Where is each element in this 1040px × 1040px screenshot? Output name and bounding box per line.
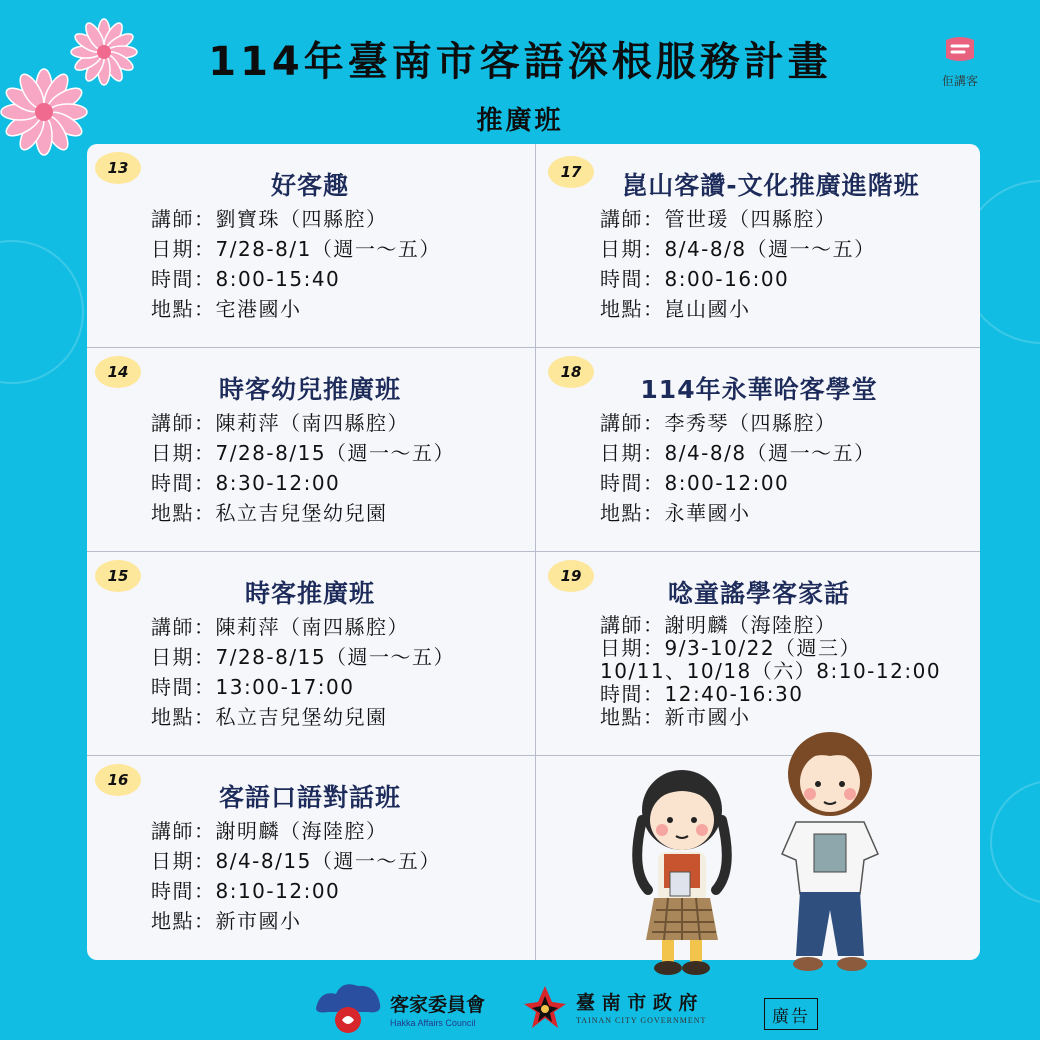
course-date-extra: 10/11、10/18（六）8:10-12:00 [600,659,942,683]
course-title: 客語口語對話班 [218,783,401,812]
brand-icon [940,36,980,66]
course-number: 15 [95,560,141,592]
course-date: 日期：9/3-10/22（週三） [600,636,862,660]
course-date: 日期：8/4-8/8（週一～五） [600,441,876,465]
course-time: 時間：8:30-12:00 [151,471,341,495]
course-location: 地點：私立吉兒堡幼兒園 [151,705,388,729]
course-details [151,816,529,936]
course-time: 時間：8:00-15:40 [151,267,341,291]
course-title: 崑山客讚-文化推廣進階班 [622,171,920,200]
girl-illustration [612,760,752,978]
course-details [600,408,978,528]
course-card [87,144,533,348]
course-title: 時客幼兒推廣班 [218,375,401,404]
course-title: 時客推廣班 [244,579,375,608]
course-instructor: 講師：謝明麟（海陸腔） [600,613,837,637]
advertisement-label: 廣告 [764,998,818,1030]
course-details [600,614,978,729]
course-location: 地點：崑山國小 [600,297,751,321]
course-number: 19 [548,560,594,592]
course-number: 17 [548,156,594,188]
hakka-council-logo-icon [312,978,384,1036]
course-location: 地點：私立吉兒堡幼兒園 [151,501,388,525]
course-instructor: 講師：陳莉萍（南四縣腔） [151,411,409,435]
brand-logo [930,36,990,89]
background-swirl [0,240,84,384]
course-number: 14 [95,356,141,388]
course-details [151,612,529,732]
page-title: 114年臺南市客語深根服務計畫 [208,39,832,85]
course-instructor: 講師：劉寶珠（四縣腔） [151,207,388,231]
flower-decoration [0,68,88,156]
course-location: 地點：永華國小 [600,501,751,525]
course-date: 日期：7/28-8/15（週一～五） [151,645,456,669]
course-title: 唸童謠學客家話 [667,579,850,608]
course-card [87,348,533,552]
course-details [600,204,978,324]
tainan-government-english: TAINAN CITY GOVERNMENT [576,1016,707,1025]
course-location: 地點：新市國小 [151,909,302,933]
page-subtitle: 推廣班 [476,106,564,136]
course-time: 時間：12:40-16:30 [600,682,804,706]
course-time: 時間：13:00-17:00 [151,675,355,699]
course-card [536,144,982,348]
course-time: 時間：8:00-12:00 [600,471,790,495]
brand-label: 佢講客 [941,74,978,88]
boy-illustration [768,726,892,978]
course-time: 時間：8:00-16:00 [600,267,790,291]
course-number: 16 [95,764,141,796]
course-card [87,552,533,756]
course-instructor: 講師：管世瑗（四縣腔） [600,207,837,231]
course-instructor: 講師：陳莉萍（南四縣腔） [151,615,409,639]
tainan-government-logo-icon [520,982,570,1032]
tainan-government-name: 臺 南 市 政 府 [576,992,698,1014]
course-location: 地點：宅港國小 [151,297,302,321]
footer [0,978,1040,1038]
course-date: 日期：8/4-8/8（週一～五） [600,237,876,261]
course-date: 日期：7/28-8/1（週一～五） [151,237,441,261]
course-card [536,348,982,552]
course-details [151,408,529,528]
course-card [536,552,982,756]
course-title: 好客趣 [270,171,349,200]
hakka-council-name: 客家委員會 [390,994,486,1016]
background-swirl [990,780,1040,904]
course-location: 地點：新市國小 [600,705,751,729]
course-title: 114年永華哈客學堂 [640,375,878,404]
course-card [87,756,533,960]
course-date: 日期：7/28-8/15（週一～五） [151,441,456,465]
course-number: 13 [95,152,141,184]
course-number: 18 [548,356,594,388]
course-instructor: 講師：李秀琴（四縣腔） [600,411,837,435]
course-details [151,204,529,324]
course-instructor: 講師：謝明麟（海陸腔） [151,819,388,843]
course-time: 時間：8:10-12:00 [151,879,341,903]
course-date: 日期：8/4-8/15（週一～五） [151,849,441,873]
hakka-council-english: Hakka Affairs Council [390,1018,476,1028]
